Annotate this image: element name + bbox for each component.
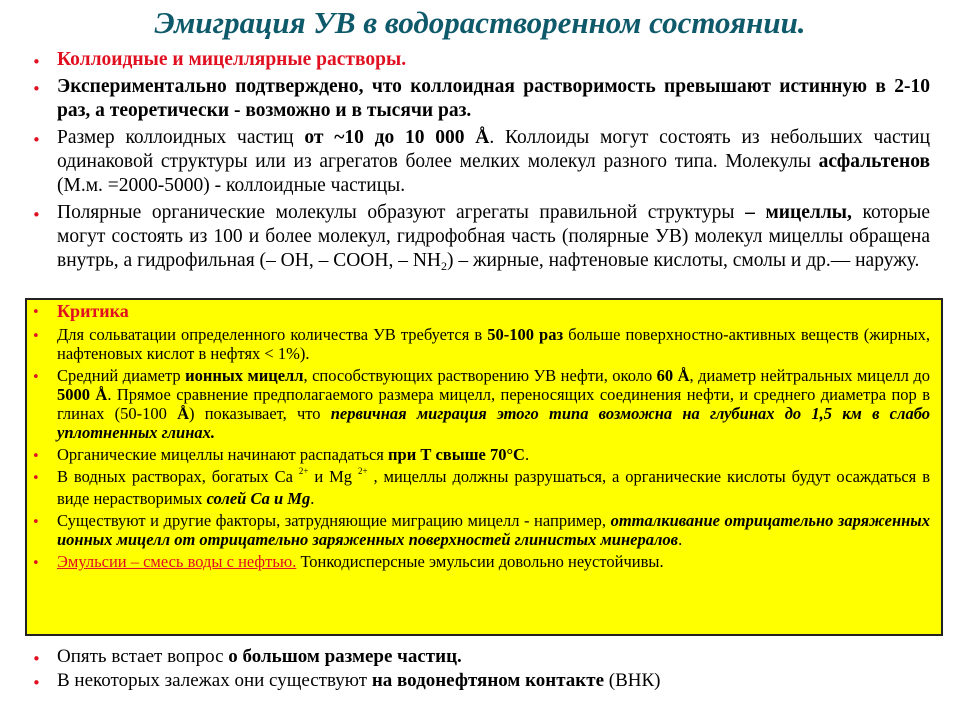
bullet-icon: • [32,370,40,385]
bullet-ca-mg-solutions [32,466,930,508]
text-run: Опять встает вопрос [57,646,229,667]
text-run: В некоторых залежах они существуют [57,670,372,691]
bullet-emulsions [32,552,930,571]
bullet-icon: • [32,329,40,344]
text-run: . [678,530,683,549]
bullet-colloid-heading [32,48,930,72]
text-run: – мицеллы, [745,202,852,223]
bullet-icon: • [32,206,41,224]
text-run: Органические мицеллы начинают распадаться [57,445,389,464]
text-run: Существуют и другие факторы, затрудняющие миграцию мицелл - например, [57,511,611,530]
text-run: 50-100 раз [487,325,564,344]
slide-title: Эмиграция УВ в водорастворенном состоянии. [154,5,806,40]
bullet-icon: • [32,449,40,464]
text-run: Экспериментально подтверждено, что коллоидная растворимость превышают истинную в 2-10 раз, а теоретически - возможно и в тысячи раз. [57,76,930,121]
text-run: Коллоидные и мицеллярные растворы. [57,49,407,70]
text-run: ионных мицелл [185,366,304,385]
text-run: солей Са и Mg [206,489,311,508]
bullet-particle-size-question [32,645,930,669]
text-run: . [524,445,530,464]
text-run: при Т свыше 70°С [388,445,525,464]
text-run: В водных растворах, богатых Са [57,467,299,486]
text-run: Для сольватации определенного количества УВ требуется в [57,325,488,344]
text-run: 2 [441,259,448,273]
text-run: Полярные органические молекулы образуют агрегаты правильной структуры [57,202,746,223]
bullet-solvation [32,325,930,363]
bullet-critique-heading [32,300,930,322]
text-run: Эмульсии – смесь воды с нефтью. [57,552,297,571]
bullet-particle-size [32,126,930,198]
bullet-icon: • [32,53,41,71]
text-run: 60 Å [656,366,690,385]
text-run: . [310,489,315,508]
text-run: 2+ [357,466,368,476]
bullet-micelle-diameter [32,366,930,442]
top-bullet-list [32,48,931,274]
text-run: ) – жирные, нафтеновые кислоты, смолы и др.— наружу. [447,250,920,271]
text-run: , способствующих растворению УВ нефти, около [303,366,657,385]
text-run: . Коллоиды могут состоять из небольших частиц одинаковой структуры или из агрегатов более мелких молекул разного типа. Молекулы [57,127,930,172]
bullet-owc-contact [32,669,930,693]
text-run: 5000 Å [57,385,108,404]
text-run: Средний диаметр [57,366,186,385]
bullet-icon: • [32,515,40,530]
text-run: ) показывает, что [188,404,331,423]
bottom-bullet-list [32,645,930,693]
text-run: первичная миграция этого типа возможна на глубинах до 1,5 км в слабо уплотненных глинах. [57,404,930,442]
bullet-icon: • [32,650,41,668]
text-run: которые могут состоять из 100 и более молекул, гидрофобная часть (полярные УВ) молекул мицеллы обращена внутрь, а гидрофильная (– ОН, – СООН, – NH [57,202,931,271]
bullet-icon: • [32,674,41,692]
bullet-micelle-decay [32,445,930,464]
critique-bullet-list [32,300,930,571]
text-run: Å [177,404,189,423]
text-run: Тонкодисперсные эмульсии довольно неустойчивы. [296,552,664,571]
bullet-colloid-solubility [32,75,930,123]
text-run: больше поверхностно-активных веществ (жирных, нафтеновых кислот в нефтях < 1%). [57,325,930,363]
bullet-micelles [32,201,931,274]
bullet-icon: • [32,556,40,571]
text-run: , мицеллы должны разрушаться, а органические кислоты будут осаждаться в виде нерастворимых [57,467,930,508]
text-run: (ВНК) [604,670,661,691]
bullet-icon: • [32,305,40,320]
text-run: , диаметр нейтральных мицелл до [689,366,930,385]
text-run: 2+ [298,466,309,476]
bullet-icon: • [32,131,41,149]
bullet-other-factors [32,511,930,549]
text-run: отталкивание отрицательно заряженных ионных мицелл от отрицательно заряженных поверхностей глинистых минералов [57,511,930,549]
text-run: и Mg [308,467,358,486]
text-run: Размер коллоидных частиц [57,127,305,148]
text-run: асфальтенов [818,151,930,172]
text-run: на водонефтяном контакте [371,670,605,691]
text-run: (М.м. =2000-5000) - коллоидные частицы. [57,175,406,196]
bullet-icon: • [32,471,40,486]
bullet-icon: • [32,80,41,98]
text-run: от ~10 до 10 000 Å [304,127,490,148]
text-run: Критика [57,301,129,321]
text-run: о большом размере частиц. [228,646,462,667]
text-run: . Прямое сравнение предполагаемого размера мицелл, переносящих соединения нефти, и среднего диаметра пор в глинах (50-100 [57,385,930,423]
